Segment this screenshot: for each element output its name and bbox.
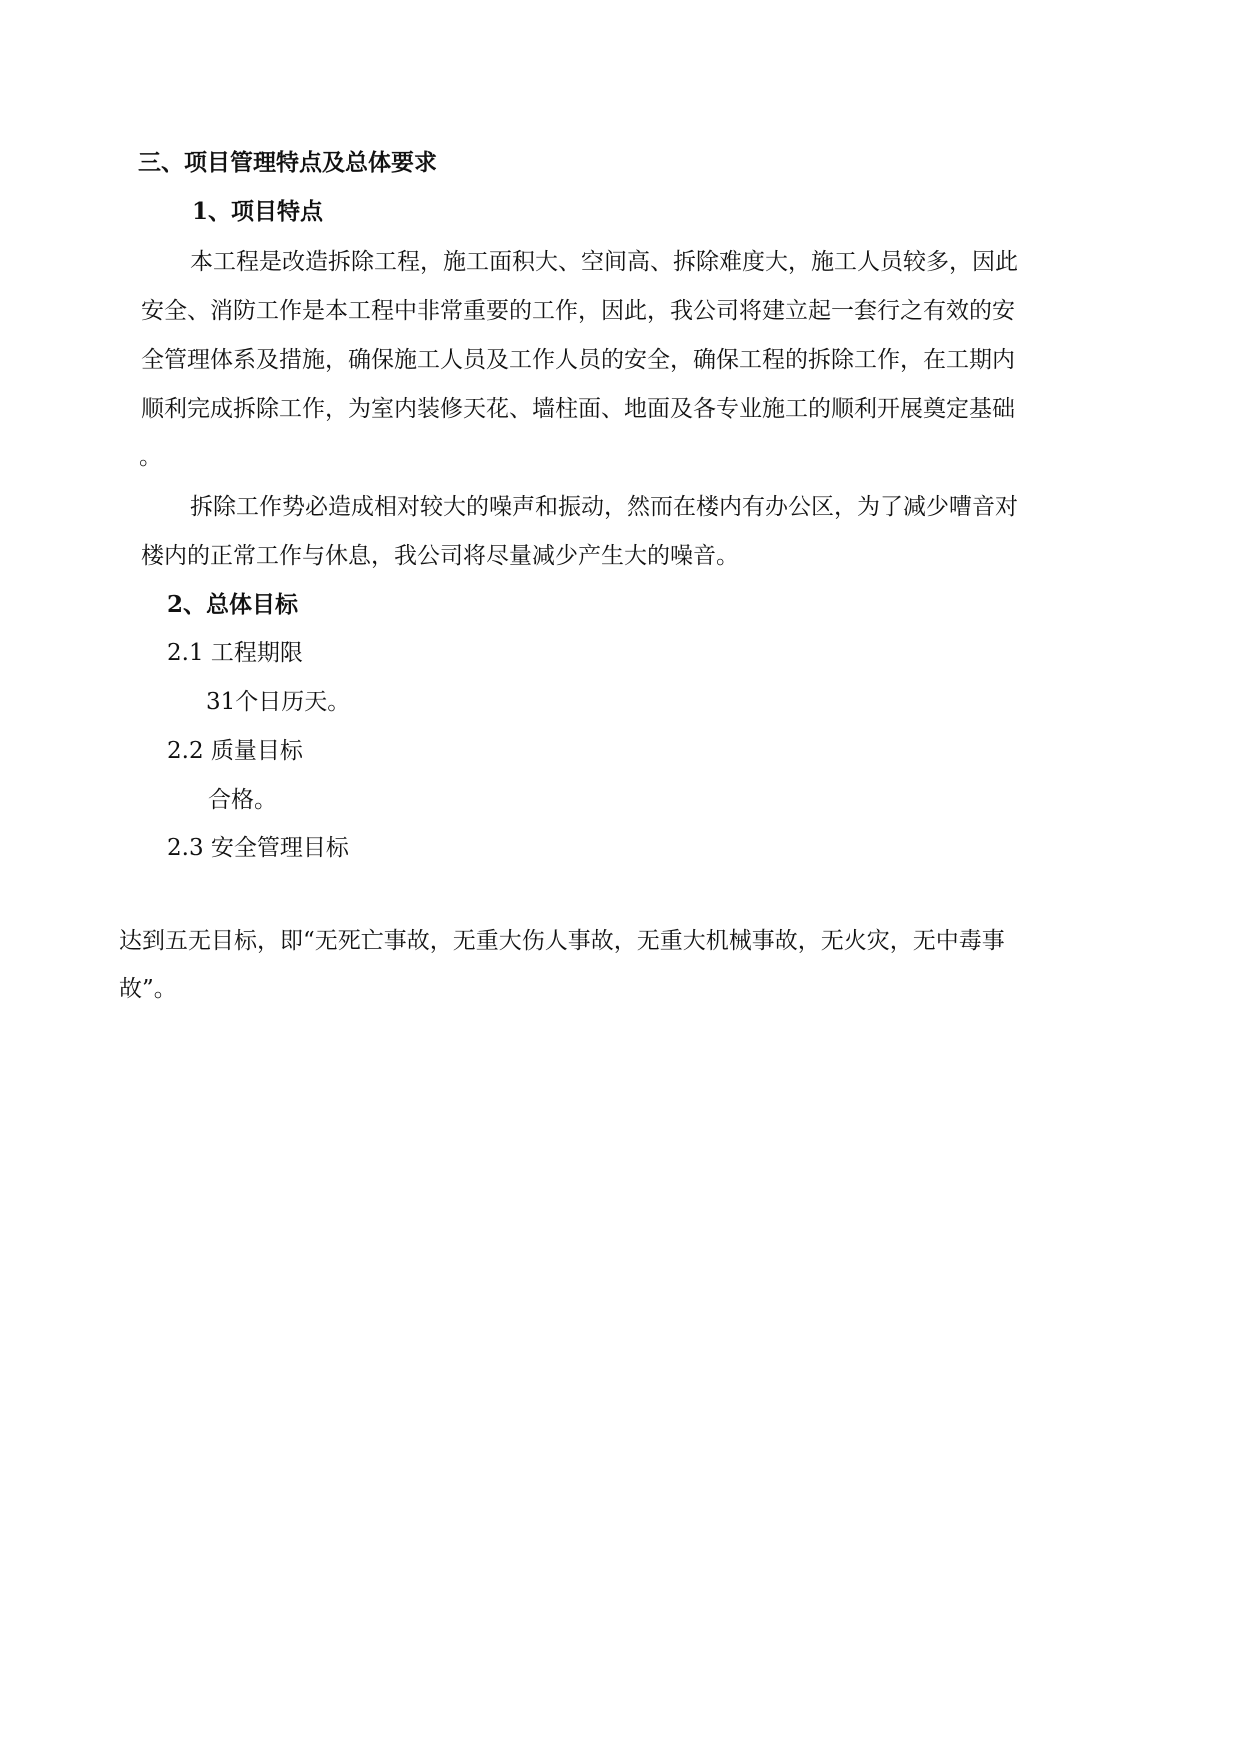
paragraph-line: 安全、消防工作是本工程中非常重要的工作，因此，我公司将建立起一套行之有效的安 xyxy=(141,298,1015,324)
subsection-heading-project-features: 1、项目特点 xyxy=(192,198,324,225)
paragraph-line: 故”。 xyxy=(119,976,177,1002)
item-value-quality-goal: 合格。 xyxy=(208,787,277,813)
item-value-construction-period: 31个日历天。 xyxy=(206,689,351,715)
paragraph-line: 顺利完成拆除工作，为室内装修天花、墙柱面、地面及各专业施工的顺利开展奠定基础 xyxy=(141,396,1015,422)
paragraph-line: 楼内的正常工作与休息，我公司将尽量减少产生大的噪音。 xyxy=(141,543,739,569)
paragraph-line: 拆除工作势必造成相对较大的噪声和振动，然而在楼内有办公区，为了减少嘈音对 xyxy=(190,494,1018,520)
item-title-quality-goal: 2.2 质量目标 xyxy=(167,738,303,764)
paragraph-line: 达到五无目标，即“无死亡事故，无重大伤人事故，无重大机械事故，无火灾，无中毒事 xyxy=(119,928,1005,954)
subsection-heading-overall-goals: 2、总体目标 xyxy=(167,591,299,618)
paragraph-line: 本工程是改造拆除工程，施工面积大、空间高、拆除难度大，施工人员较多，因此 xyxy=(190,249,1018,275)
paragraph-line: 全管理体系及措施，确保施工人员及工作人员的安全，确保工程的拆除工作，在工期内 xyxy=(141,347,1015,373)
item-title-construction-period: 2.1 工程期限 xyxy=(167,640,303,666)
item-title-safety-goal: 2.3 安全管理目标 xyxy=(167,835,349,861)
section-heading: 三、项目管理特点及总体要求 xyxy=(138,149,437,176)
paragraph-line: 。 xyxy=(139,444,162,470)
